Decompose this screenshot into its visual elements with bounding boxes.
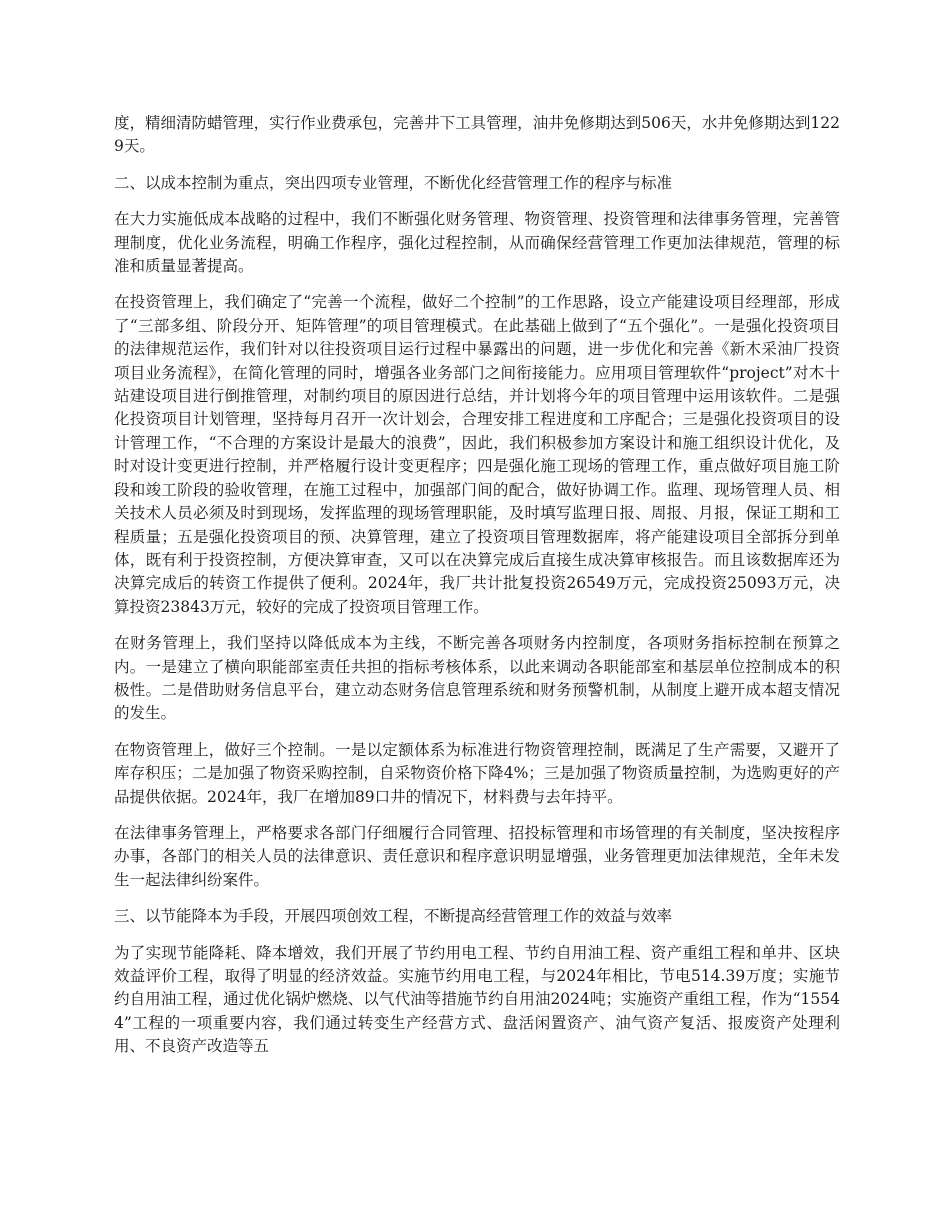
section-heading-three: 三、以节能降本为手段，开展四项创效工程，不断提高经营管理工作的效益与效率 [114, 907, 673, 926]
paragraph-legal-affairs: 在法律事务管理上，严格要求各部门仔细履行合同管理、招投标管理和市场管理的有关制度，坚决按程序办事，各部门的相关人员的法律意识、责任意识和程序意识明显增强，业务管理更加法律规范，全年未发生一起法律纠纷案件。 [114, 823, 840, 889]
paragraph-energy-saving: 为了实现节能降耗、降本增效，我们开展了节约用电工程、节约自用油工程、资产重组工程和单井、区块效益评价工程，取得了明显的经济效益。实施节约用电工程，与2024年相比，节电514.39万度；实施节约自用油工程，通过优化锅炉燃烧、以气代油等措施节约自用油2024吨；实施资产重组工程，作为“15544”工程的一项重要内容，我们通过转变生产经营方式、盘活闲置资产、油气资产复活、报废资产处理利用、不良资产改造等五 [114, 943, 840, 1056]
paragraph-continuation: 度，精细清防蜡管理，实行作业费承包，完善井下工具管理，油井免修期达到506天，水井免修期达到1229天。 [114, 114, 840, 156]
paragraph-investment-management: 在投资管理上，我们确定了“完善一个流程，做好二个控制”的工作思路，设立产能建设项目经理部，形成了“三部多组、阶段分开、矩阵管理”的项目管理模式。在此基础上做到了“五个强化”。一是强化投资项目的法律规范运作，我们针对以往投资项目运行过程中暴露出的问题，进一步优化和完善《新木采油厂投资项目业务流程》，在简化管理的同时，增强各业务部门之间衔接能力。应用项目管理软件“project”对木十站建设项目进行倒推管理，对制约项目的原因进行总结，并计划将今年的项目管理中运用该软件。二是强化投资项目计划管理，坚持每月召开一次计划会，合理安排工程进度和工序配合；三是强化投资项目的设计管理工作，“不合理的方案设计是最大的浪费”，因此，我们积极参加方案设计和施工组织设计优化，及时对设计变更进行控制，并严格履行设计变更程序；四是强化施工现场的管理工作，重点做好项目施工阶段和竣工阶段的验收管理，在施工过程中，加强部门间的配合，做好协调工作。监理、现场管理人员、相关技术人员必须及时到现场，发挥监理的现场管理职能，及时填写监理日报、周报、月报，保证工期和工程质量；五是强化投资项目的预、决算管理，建立了投资项目管理数据库，将产能建设项目全部拆分到单体，既有利于投资控制，方便决算审查，又可以在决算完成后直接生成决算审核报告。而且该数据库还为决算完成后的转资工作提供了便利。2024年，我厂共计批复投资26549万元，完成投资25093万元，决算投资23843万元，较好的完成了投资项目管理工作。 [114, 293, 840, 616]
paragraph-materials-management: 在物资管理上，做好三个控制。一是以定额体系为标准进行物资管理控制，既满足了生产需要，又避开了库存积压；二是加强了物资采购控制，自采物资价格下降4%；三是加强了物资质量控制，为选购更好的产品提供依据。2024年，我厂在增加89口井的情况下，材料费与去年持平。 [114, 740, 840, 806]
section-heading-two: 二、以成本控制为重点，突出四项专业管理，不断优化经营管理工作的程序与标准 [114, 173, 673, 192]
document-page [114, 112, 840, 1072]
paragraph-cost-control-intro: 在大力实施低成本战略的过程中，我们不断强化财务管理、物资管理、投资管理和法律事务管理，完善管理制度，优化业务流程，明确工作程序，强化过程控制，从而确保经营管理工作更加法律规范，管理的标准和质量显著提高。 [114, 210, 840, 276]
paragraph-financial-management: 在财务管理上，我们坚持以降低成本为主线，不断完善各项财务内控制度，各项财务指标控制在预算之内。一是建立了横向职能部室责任共担的指标考核体系，以此来调动各职能部室和基层单位控制成本的积极性。二是借助财务信息平台，建立动态财务信息管理系统和财务预警机制，从制度上避开成本超支情况的发生。 [114, 634, 840, 723]
